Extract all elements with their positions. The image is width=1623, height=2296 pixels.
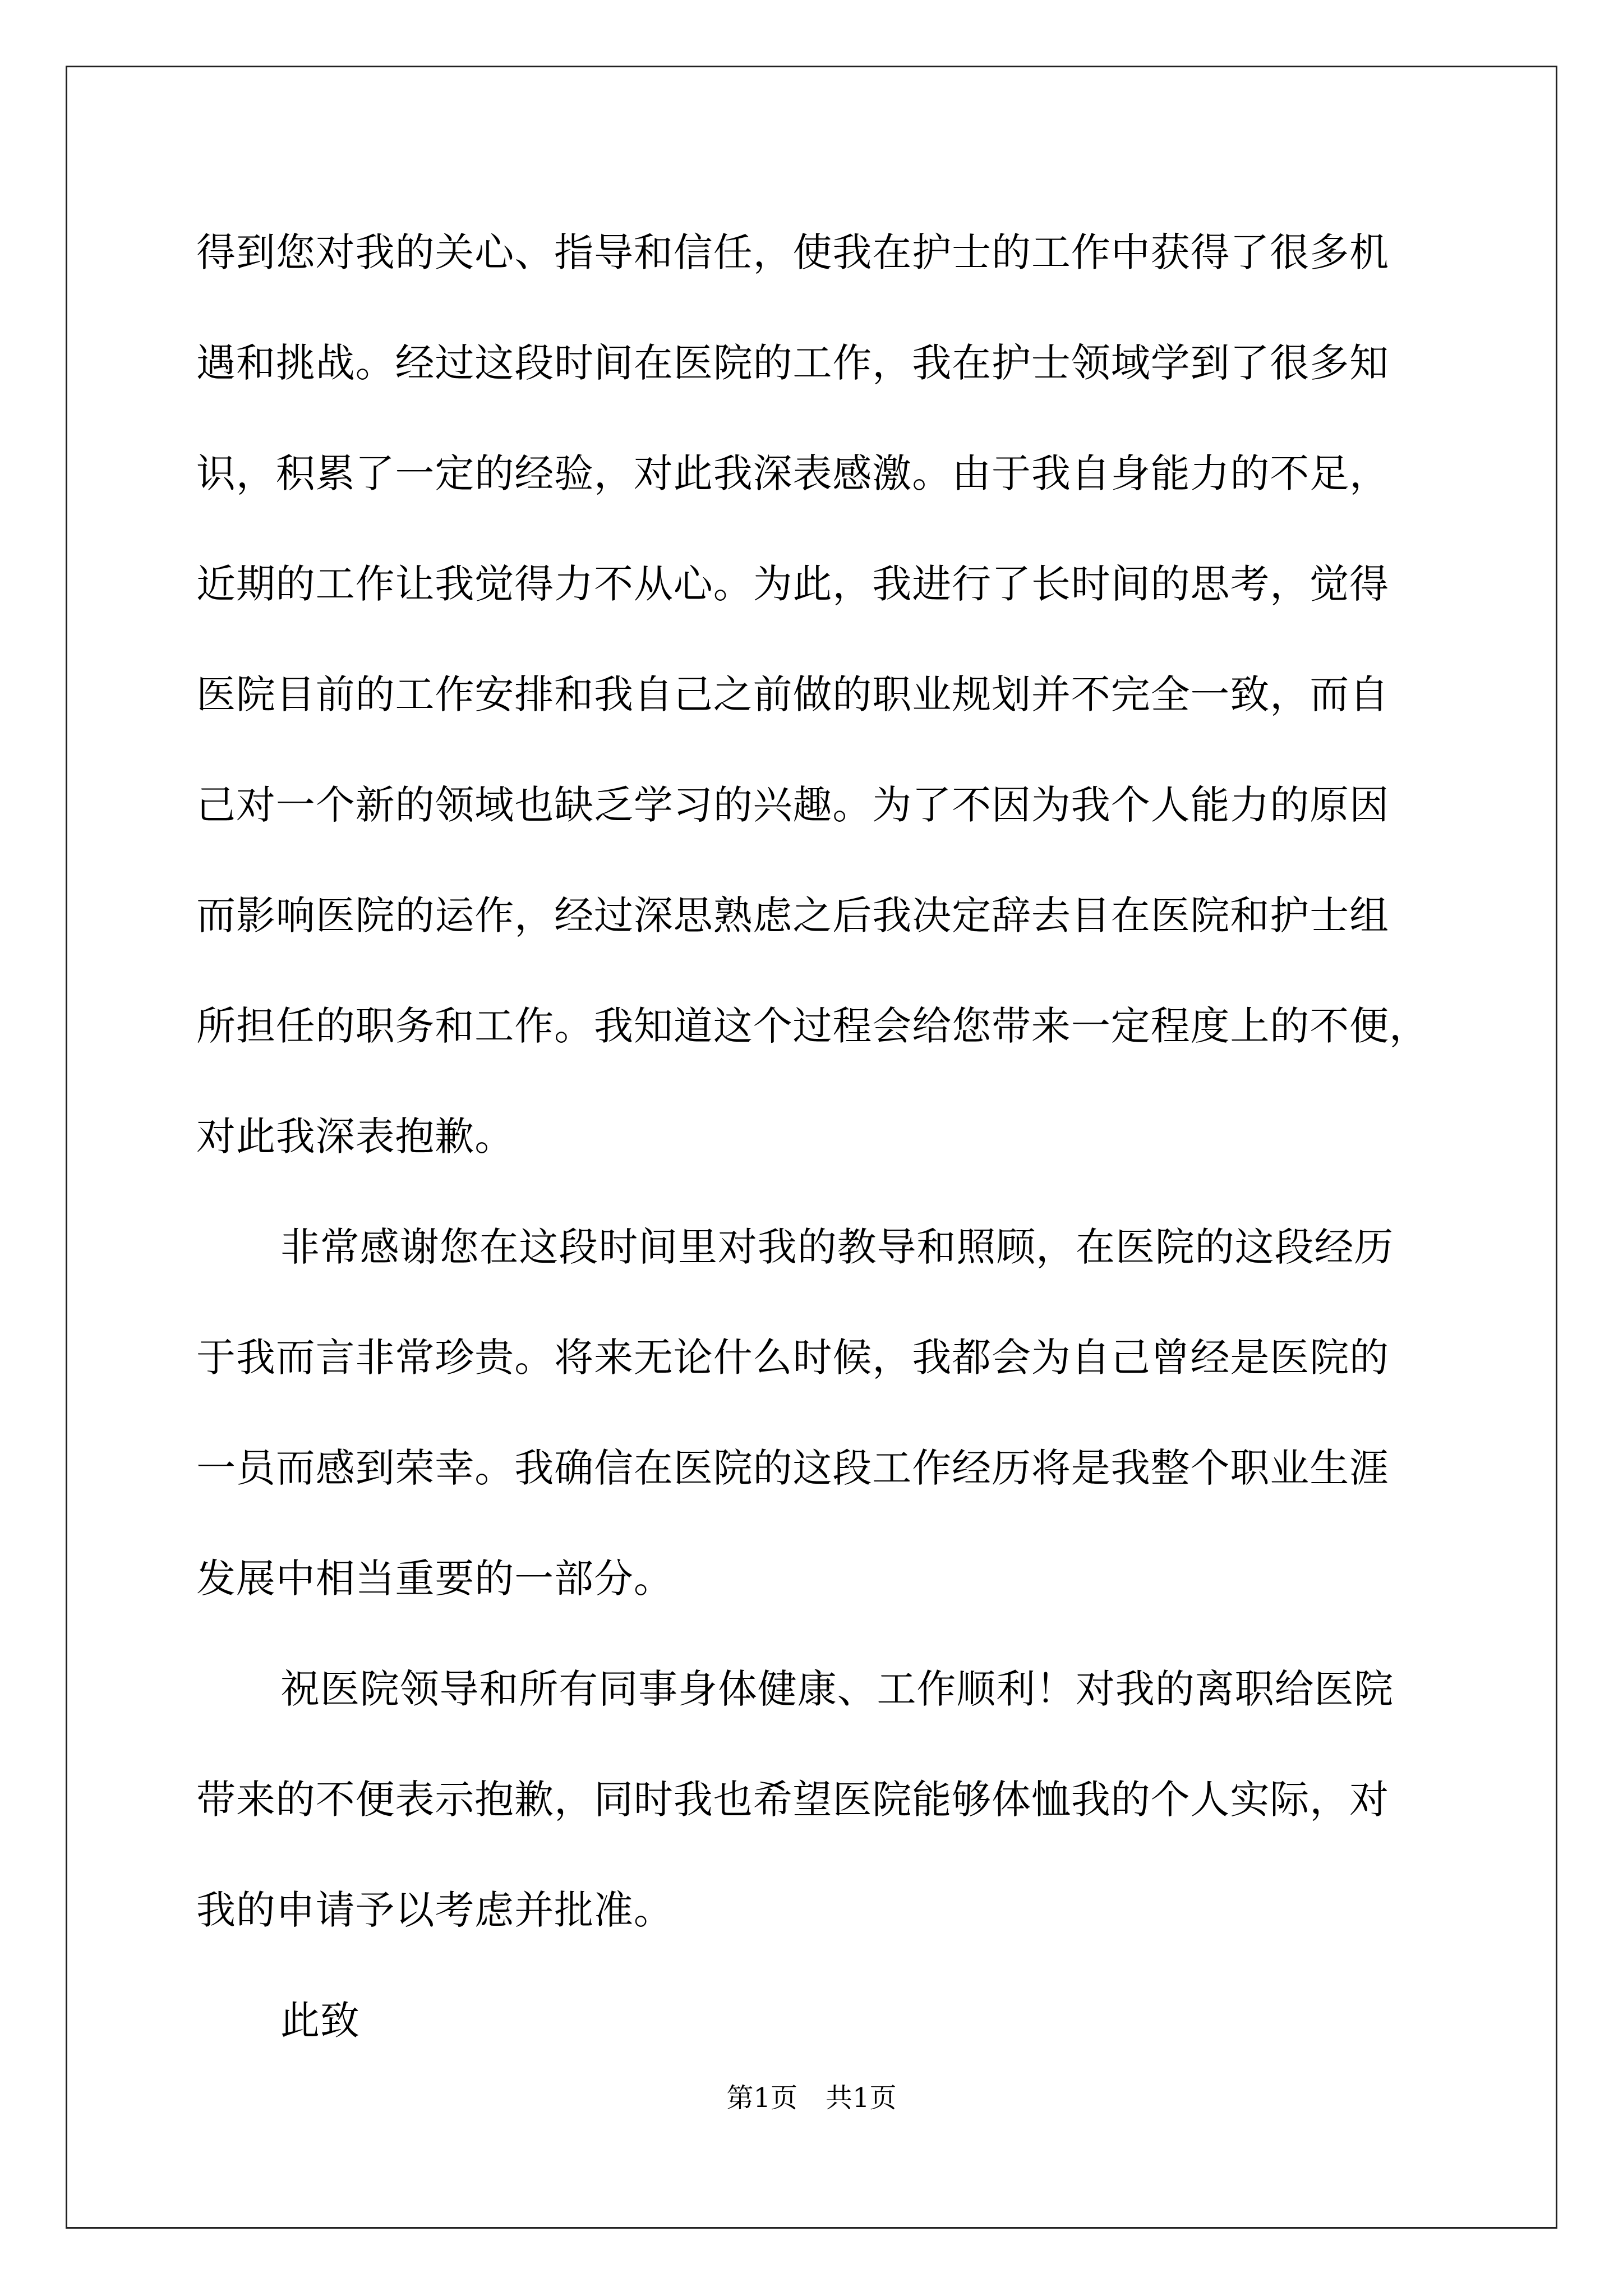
text-line: 识，积累了一定的经验，对此我深表感激。由于我自身能力的不足，	[196, 450, 1389, 496]
text-line: 我的申请予以考虑并批准。	[196, 1887, 674, 1933]
page-number-current: 第1页	[726, 2082, 797, 2114]
text-line: 己对一个新的领域也缺乏学习的兴趣。为了不因为我个人能力的原因	[196, 782, 1389, 828]
letter-body	[196, 202, 1486, 2081]
text-line: 遇和挑战。经过这段时间在医院的工作，我在护士领域学到了很多知	[196, 340, 1389, 386]
page-footer	[0, 2081, 1623, 2115]
text-line: 此致	[280, 1998, 360, 2044]
text-line: 祝医院领导和所有同事身体健康、工作顺利！对我的离职给医院	[280, 1666, 1394, 1712]
page-number-total: 共1页	[826, 2082, 897, 2114]
text-line: 而影响医院的运作，经过深思熟虑之后我决定辞去目在医院和护士组	[196, 892, 1389, 938]
text-line: 得到您对我的关心、指导和信任，使我在护士的工作中获得了很多机	[196, 229, 1389, 275]
text-line: 近期的工作让我觉得力不从心。为此，我进行了长时间的思考，觉得	[196, 561, 1389, 607]
text-line: 非常感谢您在这段时间里对我的教导和照顾，在医院的这段经历	[280, 1224, 1394, 1270]
text-line: 带来的不便表示抱歉，同时我也希望医院能够体恤我的个人实际，对	[196, 1777, 1389, 1823]
text-line: 发展中相当重要的一部分。	[196, 1556, 674, 1602]
text-line: 于我而言非常珍贵。将来无论什么时候，我都会为自己曾经是医院的	[196, 1335, 1389, 1381]
text-line: 对此我深表抱歉。	[196, 1114, 515, 1159]
text-line: 一员而感到荣幸。我确信在医院的这段工作经历将是我整个职业生涯	[196, 1445, 1389, 1491]
text-line: 医院目前的工作安排和我自己之前做的职业规划并不完全一致，而自	[196, 671, 1389, 717]
text-line: 所担任的职务和工作。我知道这个过程会给您带来一定程度上的不便，	[196, 1003, 1429, 1049]
